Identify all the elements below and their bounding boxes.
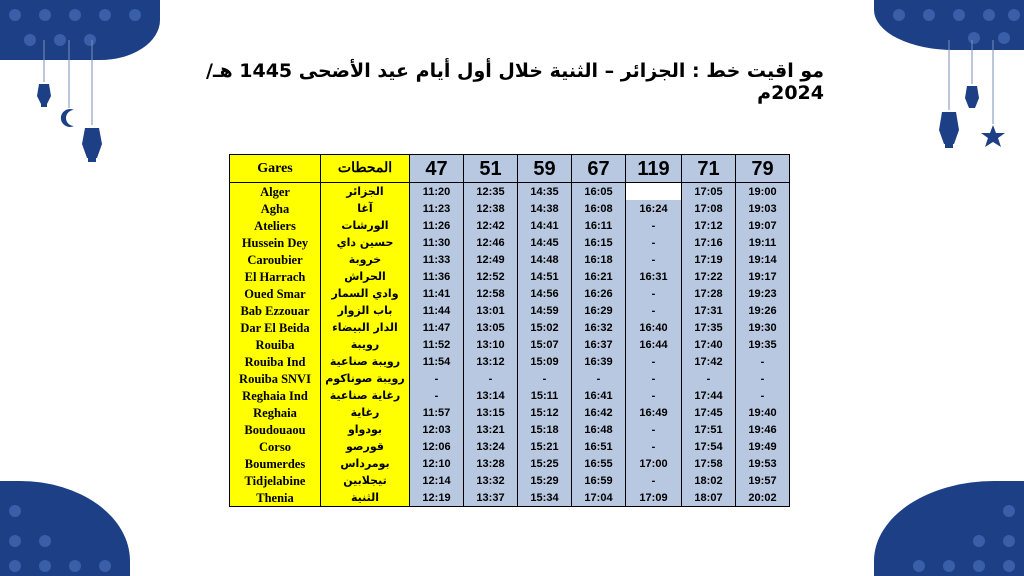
- time-cell: 14:48: [518, 251, 572, 268]
- table-row: [230, 404, 790, 421]
- time-cell: 19:14: [736, 251, 790, 268]
- time-cell: 19:23: [736, 285, 790, 302]
- time-cell: 16:24: [626, 200, 682, 217]
- time-cell: 17:54: [682, 438, 736, 455]
- time-cell: -: [682, 370, 736, 387]
- time-cell: 15:09: [518, 353, 572, 370]
- time-cell: -: [626, 234, 682, 251]
- time-cell: 12:42: [464, 217, 518, 234]
- time-cell: 17:09: [626, 489, 682, 507]
- time-cell: 16:37: [572, 336, 626, 353]
- train-number: 79: [736, 155, 790, 183]
- station-name-ar: بودواو: [321, 421, 410, 438]
- lantern-icon: [33, 40, 55, 120]
- time-cell: 17:16: [682, 234, 736, 251]
- time-cell: 19:49: [736, 438, 790, 455]
- station-name-ar: الثنية: [321, 489, 410, 507]
- time-cell: 17:58: [682, 455, 736, 472]
- time-cell: -: [736, 370, 790, 387]
- time-cell: 19:03: [736, 200, 790, 217]
- time-cell: 11:36: [410, 268, 464, 285]
- station-name-ar: بومرداس: [321, 455, 410, 472]
- time-cell: 13:28: [464, 455, 518, 472]
- table-row: [230, 421, 790, 438]
- time-cell: 19:35: [736, 336, 790, 353]
- time-cell: 11:20: [410, 183, 464, 201]
- time-cell: 14:45: [518, 234, 572, 251]
- station-name-fr: Hussein Dey: [230, 234, 321, 251]
- time-cell: -: [572, 370, 626, 387]
- time-cell: 17:35: [682, 319, 736, 336]
- train-number: 67: [572, 155, 626, 183]
- time-cell: 14:56: [518, 285, 572, 302]
- time-cell: 17:28: [682, 285, 736, 302]
- station-name-ar: الدار البيضاء: [321, 319, 410, 336]
- time-cell: 19:57: [736, 472, 790, 489]
- time-cell: 17:00: [626, 455, 682, 472]
- time-cell: 15:18: [518, 421, 572, 438]
- time-cell: 15:11: [518, 387, 572, 404]
- time-cell: 12:35: [464, 183, 518, 201]
- time-cell: -: [410, 370, 464, 387]
- time-cell: 14:41: [518, 217, 572, 234]
- time-cell: 16:32: [572, 319, 626, 336]
- time-cell: 19:17: [736, 268, 790, 285]
- station-name-fr: Boumerdes: [230, 455, 321, 472]
- station-name-fr: Thenia: [230, 489, 321, 507]
- station-header-fr: Gares: [230, 155, 321, 183]
- time-cell: 14:38: [518, 200, 572, 217]
- time-cell: -: [626, 251, 682, 268]
- station-name-ar: وادي السمار: [321, 285, 410, 302]
- station-name-fr: Oued Smar: [230, 285, 321, 302]
- station-name-ar: رغاية: [321, 404, 410, 421]
- time-cell: -: [626, 370, 682, 387]
- station-name-fr: Agha: [230, 200, 321, 217]
- time-cell: 11:47: [410, 319, 464, 336]
- time-cell: 11:54: [410, 353, 464, 370]
- star-icon: [980, 40, 1006, 152]
- station-name-fr: Ateliers: [230, 217, 321, 234]
- time-cell: 16:41: [572, 387, 626, 404]
- time-cell: 15:25: [518, 455, 572, 472]
- time-cell: 13:24: [464, 438, 518, 455]
- time-cell: 16:59: [572, 472, 626, 489]
- time-cell: 15:34: [518, 489, 572, 507]
- station-name-ar: رغاية صناعية: [321, 387, 410, 404]
- time-cell: 12:10: [410, 455, 464, 472]
- time-cell: -: [626, 472, 682, 489]
- time-cell: 11:26: [410, 217, 464, 234]
- time-cell: 13:05: [464, 319, 518, 336]
- time-cell: 19:07: [736, 217, 790, 234]
- table-row: [230, 438, 790, 455]
- station-name-fr: El Harrach: [230, 268, 321, 285]
- time-cell: 16:29: [572, 302, 626, 319]
- time-cell: -: [736, 353, 790, 370]
- station-name-ar: الورشات: [321, 217, 410, 234]
- time-cell: 11:33: [410, 251, 464, 268]
- time-cell: -: [626, 438, 682, 455]
- station-name-fr: Reghaia Ind: [230, 387, 321, 404]
- time-cell: 17:45: [682, 404, 736, 421]
- train-number: 71: [682, 155, 736, 183]
- time-cell: 12:38: [464, 200, 518, 217]
- crescent-moon-icon: [58, 40, 80, 130]
- station-name-fr: Bab Ezzouar: [230, 302, 321, 319]
- table-row: [230, 319, 790, 336]
- table-row: [230, 217, 790, 234]
- time-cell: 19:11: [736, 234, 790, 251]
- time-cell: -: [626, 285, 682, 302]
- time-cell: 16:44: [626, 336, 682, 353]
- time-cell: 17:44: [682, 387, 736, 404]
- station-name-ar: قورصو: [321, 438, 410, 455]
- station-name-fr: Rouiba Ind: [230, 353, 321, 370]
- time-cell: 16:18: [572, 251, 626, 268]
- time-cell: 16:05: [572, 183, 626, 201]
- time-cell: 11:30: [410, 234, 464, 251]
- time-cell: -: [626, 421, 682, 438]
- time-cell: 13:12: [464, 353, 518, 370]
- time-cell: 19:00: [736, 183, 790, 201]
- station-name-fr: Dar El Beida: [230, 319, 321, 336]
- station-name-ar: خروبة: [321, 251, 410, 268]
- time-cell: -: [626, 302, 682, 319]
- time-cell: 16:21: [572, 268, 626, 285]
- table-row: [230, 370, 790, 387]
- time-cell: 15:02: [518, 319, 572, 336]
- time-cell: 13:21: [464, 421, 518, 438]
- station-name-ar: الجزائر: [321, 183, 410, 201]
- time-cell: 14:59: [518, 302, 572, 319]
- time-cell: -: [410, 387, 464, 404]
- time-cell: -: [626, 387, 682, 404]
- time-cell: 19:26: [736, 302, 790, 319]
- table-row: [230, 336, 790, 353]
- time-cell: 17:51: [682, 421, 736, 438]
- time-cell: 12:19: [410, 489, 464, 507]
- corner-pattern-bottom-right: [874, 481, 1024, 576]
- time-cell: -: [736, 387, 790, 404]
- time-cell: 12:03: [410, 421, 464, 438]
- table-row: [230, 489, 790, 507]
- lantern-icon: [935, 40, 963, 160]
- time-cell: 17:19: [682, 251, 736, 268]
- time-cell: 19:40: [736, 404, 790, 421]
- time-cell: 16:31: [626, 268, 682, 285]
- station-name-ar: رويبة صوناكوم: [321, 370, 410, 387]
- time-cell: -: [626, 353, 682, 370]
- time-cell: 12:58: [464, 285, 518, 302]
- station-name-fr: Rouiba SNVI: [230, 370, 321, 387]
- time-cell: 16:08: [572, 200, 626, 217]
- page-title: مو اقيت خط : الجزائر – الثنية خلال أول أيام عيد الأضحى 1445 هـ/ 2024م: [206, 60, 824, 104]
- time-cell: 16:26: [572, 285, 626, 302]
- timetable: [229, 154, 790, 507]
- time-cell: [626, 183, 682, 201]
- time-cell: 13:10: [464, 336, 518, 353]
- lantern-icon: [78, 40, 106, 170]
- time-cell: 12:52: [464, 268, 518, 285]
- table-row: [230, 251, 790, 268]
- time-cell: 16:15: [572, 234, 626, 251]
- station-name-fr: Reghaia: [230, 404, 321, 421]
- time-cell: 16:55: [572, 455, 626, 472]
- time-cell: 13:01: [464, 302, 518, 319]
- time-cell: 17:31: [682, 302, 736, 319]
- station-header-ar: المحطات: [321, 155, 410, 183]
- time-cell: 14:35: [518, 183, 572, 201]
- time-cell: 17:42: [682, 353, 736, 370]
- time-cell: 12:46: [464, 234, 518, 251]
- time-cell: -: [464, 370, 518, 387]
- time-cell: 17:22: [682, 268, 736, 285]
- time-cell: -: [626, 217, 682, 234]
- time-cell: 11:57: [410, 404, 464, 421]
- train-number: 51: [464, 155, 518, 183]
- station-name-ar: باب الزوار: [321, 302, 410, 319]
- train-number: 59: [518, 155, 572, 183]
- time-cell: 17:40: [682, 336, 736, 353]
- station-name-fr: Caroubier: [230, 251, 321, 268]
- station-name-fr: Corso: [230, 438, 321, 455]
- header-row: [230, 155, 790, 183]
- time-cell: 11:44: [410, 302, 464, 319]
- time-cell: 20:02: [736, 489, 790, 507]
- time-cell: 14:51: [518, 268, 572, 285]
- station-name-ar: تيجلابين: [321, 472, 410, 489]
- train-number: 47: [410, 155, 464, 183]
- time-cell: 17:05: [682, 183, 736, 201]
- time-cell: 13:37: [464, 489, 518, 507]
- time-cell: 16:39: [572, 353, 626, 370]
- time-cell: 17:12: [682, 217, 736, 234]
- table-row: [230, 285, 790, 302]
- station-name-fr: Alger: [230, 183, 321, 201]
- time-cell: -: [518, 370, 572, 387]
- time-cell: 17:04: [572, 489, 626, 507]
- time-cell: 15:21: [518, 438, 572, 455]
- time-cell: 18:07: [682, 489, 736, 507]
- train-number: 119: [626, 155, 682, 183]
- station-name-ar: حسين داي: [321, 234, 410, 251]
- time-cell: 12:14: [410, 472, 464, 489]
- station-name-ar: الحراش: [321, 268, 410, 285]
- station-name-fr: Tidjelabine: [230, 472, 321, 489]
- time-cell: 13:14: [464, 387, 518, 404]
- time-cell: 19:46: [736, 421, 790, 438]
- time-cell: 12:06: [410, 438, 464, 455]
- time-cell: 15:07: [518, 336, 572, 353]
- table-row: [230, 455, 790, 472]
- table-row: [230, 183, 790, 201]
- time-cell: 15:12: [518, 404, 572, 421]
- table-row: [230, 268, 790, 285]
- table-row: [230, 387, 790, 404]
- time-cell: 19:53: [736, 455, 790, 472]
- time-cell: 16:51: [572, 438, 626, 455]
- corner-pattern-bottom-left: [0, 481, 130, 576]
- time-cell: 12:49: [464, 251, 518, 268]
- time-cell: 16:49: [626, 404, 682, 421]
- time-cell: 18:02: [682, 472, 736, 489]
- time-cell: 11:41: [410, 285, 464, 302]
- time-cell: 11:23: [410, 200, 464, 217]
- time-cell: 16:42: [572, 404, 626, 421]
- station-name-fr: Boudouaou: [230, 421, 321, 438]
- station-name-ar: رويبة صناعية: [321, 353, 410, 370]
- table-row: [230, 302, 790, 319]
- table-row: [230, 234, 790, 251]
- table-row: [230, 472, 790, 489]
- time-cell: 11:52: [410, 336, 464, 353]
- table-row: [230, 353, 790, 370]
- time-cell: 16:48: [572, 421, 626, 438]
- station-name-ar: آغا: [321, 200, 410, 217]
- table-row: [230, 200, 790, 217]
- station-name-fr: Rouiba: [230, 336, 321, 353]
- time-cell: 16:40: [626, 319, 682, 336]
- time-cell: 13:32: [464, 472, 518, 489]
- time-cell: 15:29: [518, 472, 572, 489]
- time-cell: 19:30: [736, 319, 790, 336]
- time-cell: 17:08: [682, 200, 736, 217]
- time-cell: 13:15: [464, 404, 518, 421]
- time-cell: 16:11: [572, 217, 626, 234]
- station-name-ar: رويبة: [321, 336, 410, 353]
